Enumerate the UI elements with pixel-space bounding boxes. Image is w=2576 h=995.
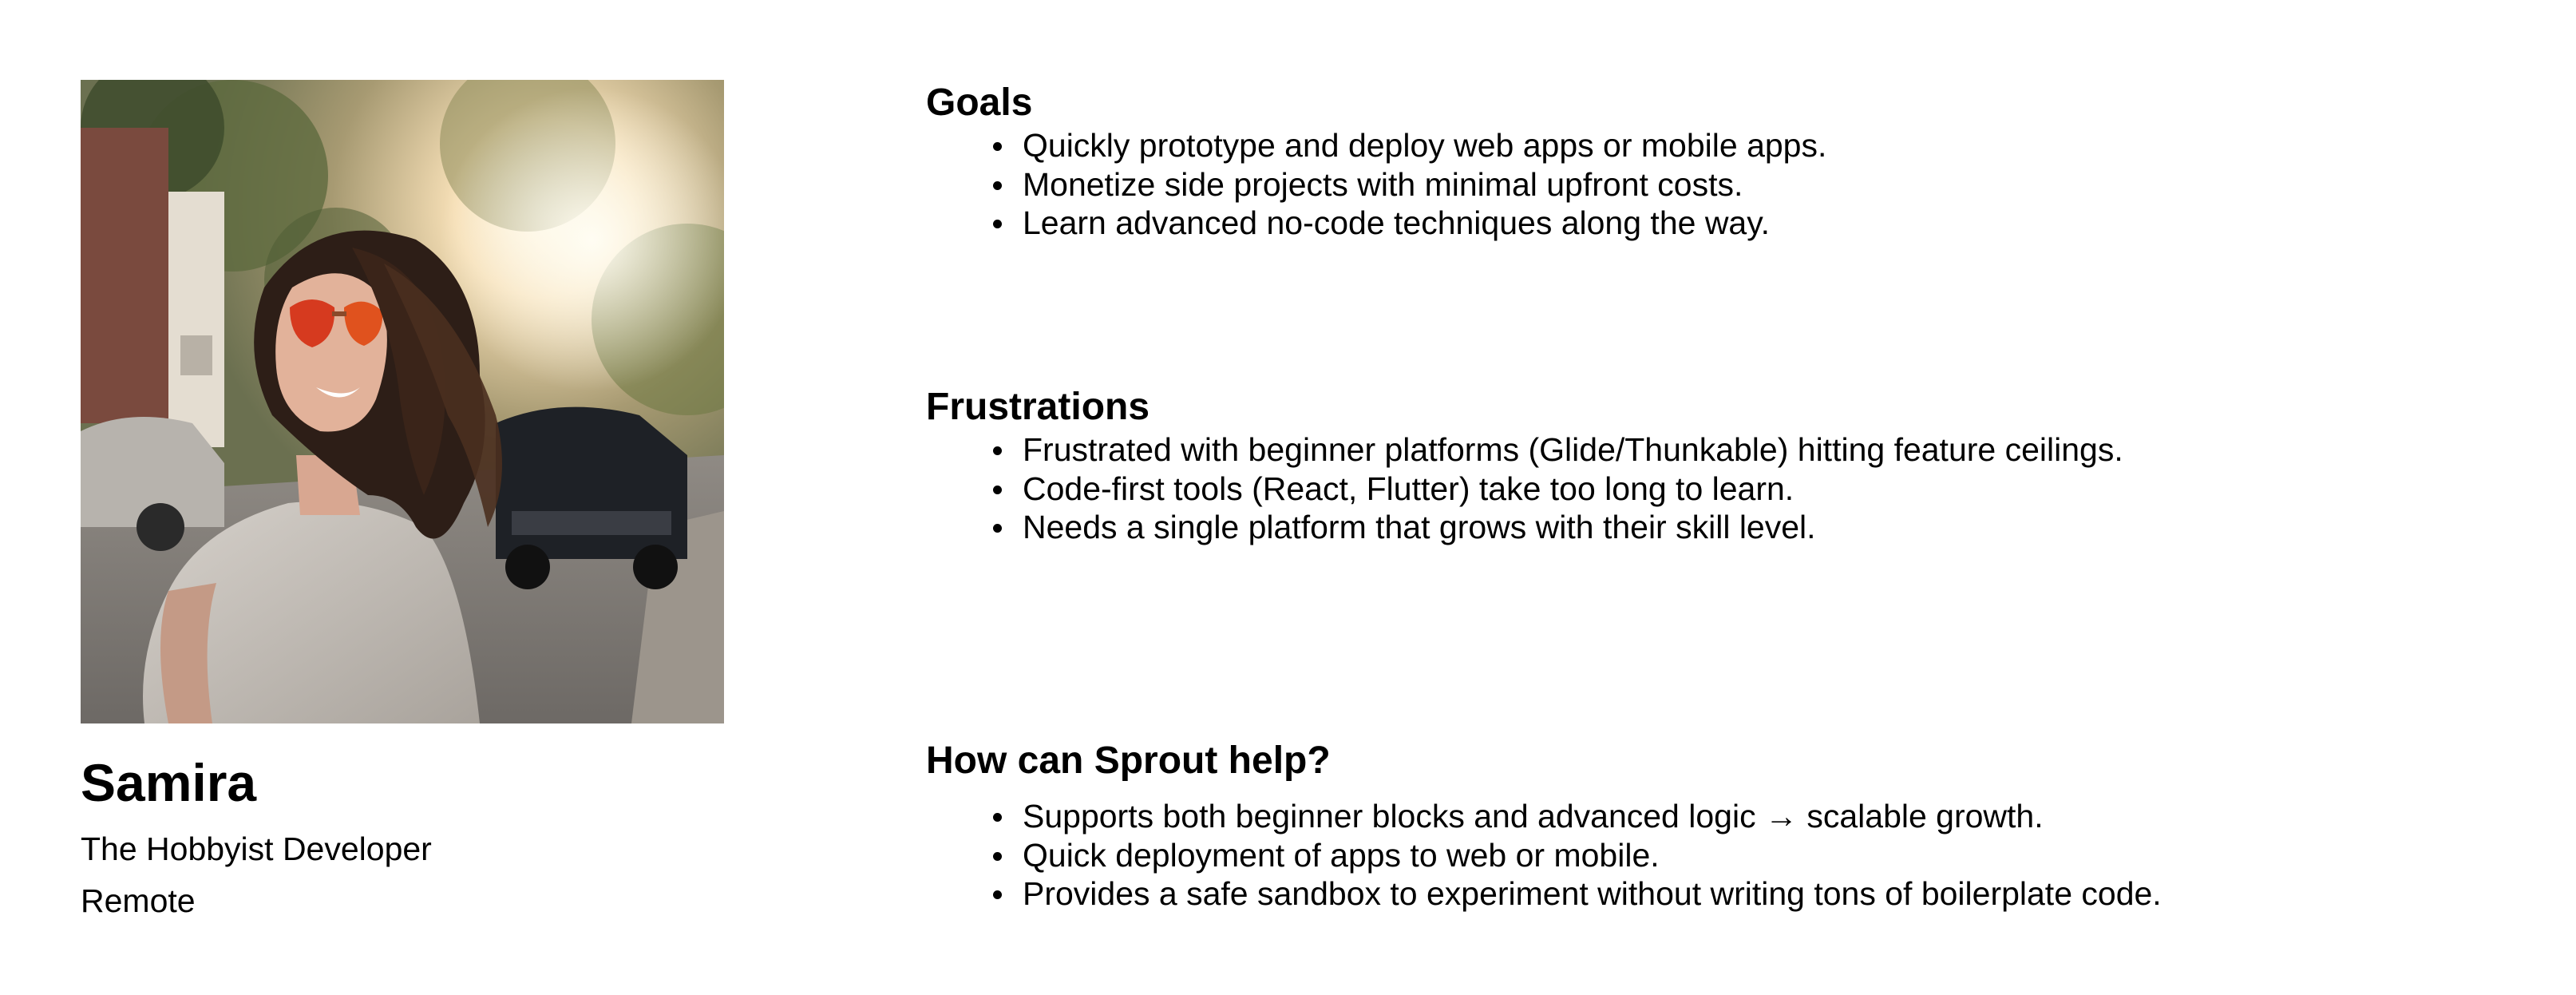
- frustration-item: Needs a single platform that grows with their skill level.: [1023, 508, 2523, 547]
- goal-item: Quickly prototype and deploy web apps or mobile apps.: [1023, 126, 2523, 165]
- sprout-help-heading: How can Sprout help?: [926, 739, 1331, 782]
- sprout-help-list: [926, 797, 2523, 914]
- goal-item: Monetize side projects with minimal upfront costs.: [1023, 165, 2523, 204]
- frustrations-section: [926, 384, 2523, 547]
- help-item: Provides a safe sandbox to experiment without writing tons of boilerplate code.: [1023, 874, 2523, 914]
- persona-location: Remote: [81, 882, 196, 919]
- help-item: Supports both beginner blocks and advanced logic → scalable growth.: [1023, 797, 2523, 836]
- help-item: Quick deployment of apps to web or mobile.: [1023, 836, 2523, 875]
- frustrations-heading: Frustrations: [926, 386, 1150, 428]
- goals-list: [926, 126, 2523, 243]
- goals-heading: Goals: [926, 81, 1033, 124]
- persona-role: The Hobbyist Developer: [81, 830, 432, 867]
- goals-section: [926, 80, 2523, 243]
- goal-item: Learn advanced no-code techniques along the way.: [1023, 204, 2523, 243]
- frustration-item: Frustrated with beginner platforms (Glide/Thunkable) hitting feature ceilings.: [1023, 430, 2523, 470]
- sprout-help-section: [926, 738, 2523, 914]
- persona-photo-illustration: [81, 80, 724, 723]
- frustrations-list: [926, 430, 2523, 547]
- frustration-item: Code-first tools (React, Flutter) take too long to learn.: [1023, 470, 2523, 509]
- persona-photo: [81, 80, 724, 723]
- persona-name: Samira: [81, 753, 257, 812]
